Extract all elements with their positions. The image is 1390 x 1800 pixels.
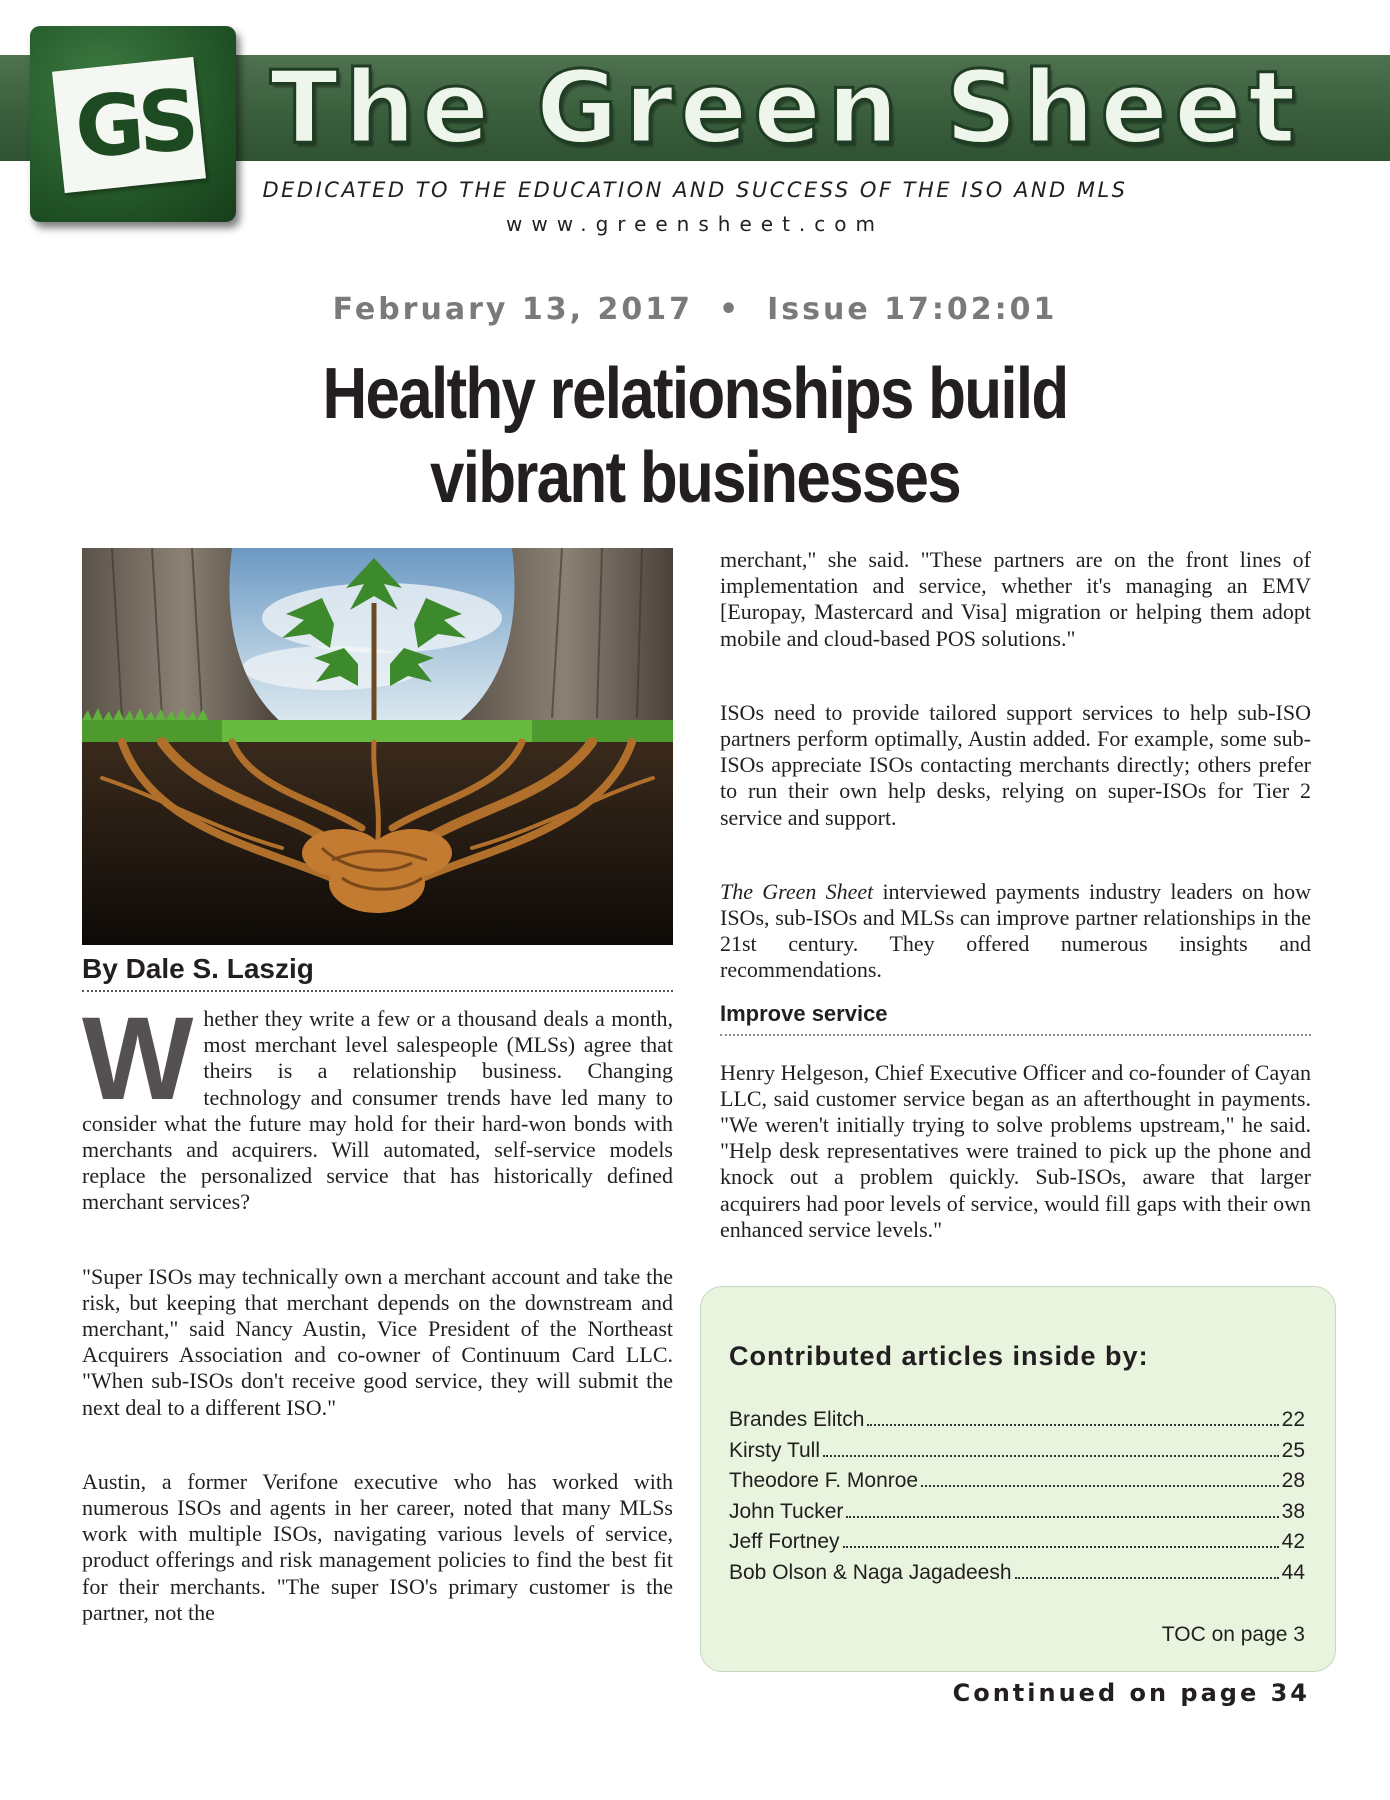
dot-leader [867, 1424, 1278, 1426]
contributor-name: Bob Olson & Naga Jagadeesh [729, 1560, 1012, 1584]
contributed-title: Contributed articles inside by: [729, 1341, 1149, 1371]
contributor-name: Kirsty Tull [729, 1438, 821, 1462]
dot-leader [1015, 1577, 1279, 1579]
continued-notice[interactable]: Continued on page 34 [952, 1679, 1310, 1707]
contributor-page: 44 [1281, 1560, 1305, 1584]
dot-leader [823, 1455, 1279, 1457]
subhead-improve-service: Improve service [720, 1000, 1311, 1036]
contributor-name: Jeff Fortney [729, 1530, 840, 1553]
dot-leader [921, 1485, 1279, 1487]
contributor-entry[interactable] [729, 1558, 1305, 1589]
contributor-page: 25 [1281, 1438, 1305, 1462]
contributor-name: Theodore F. Monroe [729, 1469, 919, 1492]
logo-letters: GS [71, 71, 196, 177]
publication-title: The Green Sheet [270, 49, 1302, 166]
toc-note[interactable]: TOC on page 3 [1161, 1623, 1305, 1646]
headline-line-2: vibrant businesses [429, 438, 960, 518]
paragraph-6 [720, 879, 1311, 984]
contributor-entry[interactable] [729, 1466, 1305, 1497]
contributor-page: 28 [1281, 1469, 1305, 1492]
drop-cap: W [82, 993, 194, 1125]
headline-line-1: Healthy relationships build [322, 354, 1068, 434]
paragraph-6-text: interviewed payments industry leaders on how ISOs, sub-ISOs and MLSs can improve partner relationships in the 21st century. They offered numerous insights and recommendations. [720, 878, 1311, 983]
byline: By Dale S. Laszig [82, 952, 673, 992]
publication-name-italic: The Green Sheet [720, 878, 874, 904]
tagline: DEDICATED TO THE EDUCATION AND SUCCESS OF THE ISO AND MLS [262, 178, 1128, 202]
contributor-name: John Tucker [729, 1499, 844, 1523]
issue-number: Issue 17:02:01 [767, 292, 1058, 327]
contributor-entry[interactable] [729, 1436, 1305, 1467]
hero-image [82, 548, 673, 945]
paragraph-3: Austin, a former Verifone executive who has worked with numerous ISOs and agents in her career, noted that many MLSs work with multiple ISOs, navigating various levels of service, product offerings and risk management policies to find the best fit for their merchants. "The super ISO's primary customer is the partner, not the [82, 1468, 673, 1625]
paragraph-1 [82, 993, 673, 1216]
contributor-page: 22 [1281, 1408, 1305, 1431]
contributor-name: Brandes Elitch [729, 1408, 865, 1431]
contributed-articles-box [700, 1286, 1336, 1672]
paragraph-1-text: hether they write a few or a thousand deals a month, most merchant level salespeople (MLSs) agree that theirs is a relationship business. Changing technology and consumer trends have led many to consider what the future may hold for their hard-won bonds with merchants and acquirers. Will automated, self-service models replace the personalized service that has historically defined merchant services? [82, 1006, 673, 1215]
article-headline [218, 352, 1173, 520]
contributor-entry[interactable] [729, 1497, 1305, 1528]
contributor-entry[interactable] [729, 1405, 1305, 1436]
paragraph-7: Henry Helgeson, Chief Executive Officer and co-founder of Cayan LLC, said customer service began as an afterthought in payments. "We weren't initially trying to solve problems upstream," he said. "Help desk representatives were trained to pick up the phone and knock out a problem quickly. Sub-ISOs, aware that larger acquirers had poor levels of service, would fill gaps with their own enhanced service levels." [720, 1059, 1311, 1242]
right-column [720, 547, 1311, 1243]
issue-line [0, 292, 1390, 327]
contributor-list [729, 1405, 1305, 1588]
contributor-page: 42 [1281, 1530, 1305, 1553]
paragraph-4: merchant," she said. "These partners are on the front lines of implementation and service, whether it's managing an EMV [Europay, Mastercard and Visa] migration or helping them adopt mobile and cloud-based POS solutions." [720, 547, 1311, 651]
contributor-entry[interactable] [729, 1527, 1305, 1558]
issue-separator: • [718, 292, 742, 327]
dot-leader [846, 1516, 1278, 1518]
left-column [82, 993, 673, 1626]
contributor-page: 38 [1281, 1499, 1305, 1523]
paragraph-2: "Super ISOs may technically own a merchant account and take the risk, but keeping that merchant depends on the downstream and merchant," said Nancy Austin, Vice President of the Northeast Acquirers Association and co-owner of Continuum Card LLC. "When sub-ISOs don't receive good service, they will submit the next deal to a different ISO." [82, 1263, 673, 1420]
dot-leader [843, 1546, 1279, 1548]
issue-date: February 13, 2017 [332, 292, 693, 327]
paragraph-5: ISOs need to provide tailored support services to help sub-ISO partners perform optimally, Austin added. For example, some sub-ISOs appreciate ISOs contacting merchants directly; others prefer to run their own help desks, relying on super-ISOs for Tier 2 service and support. [720, 699, 1311, 830]
website-link[interactable]: www.greensheet.com [506, 212, 884, 236]
